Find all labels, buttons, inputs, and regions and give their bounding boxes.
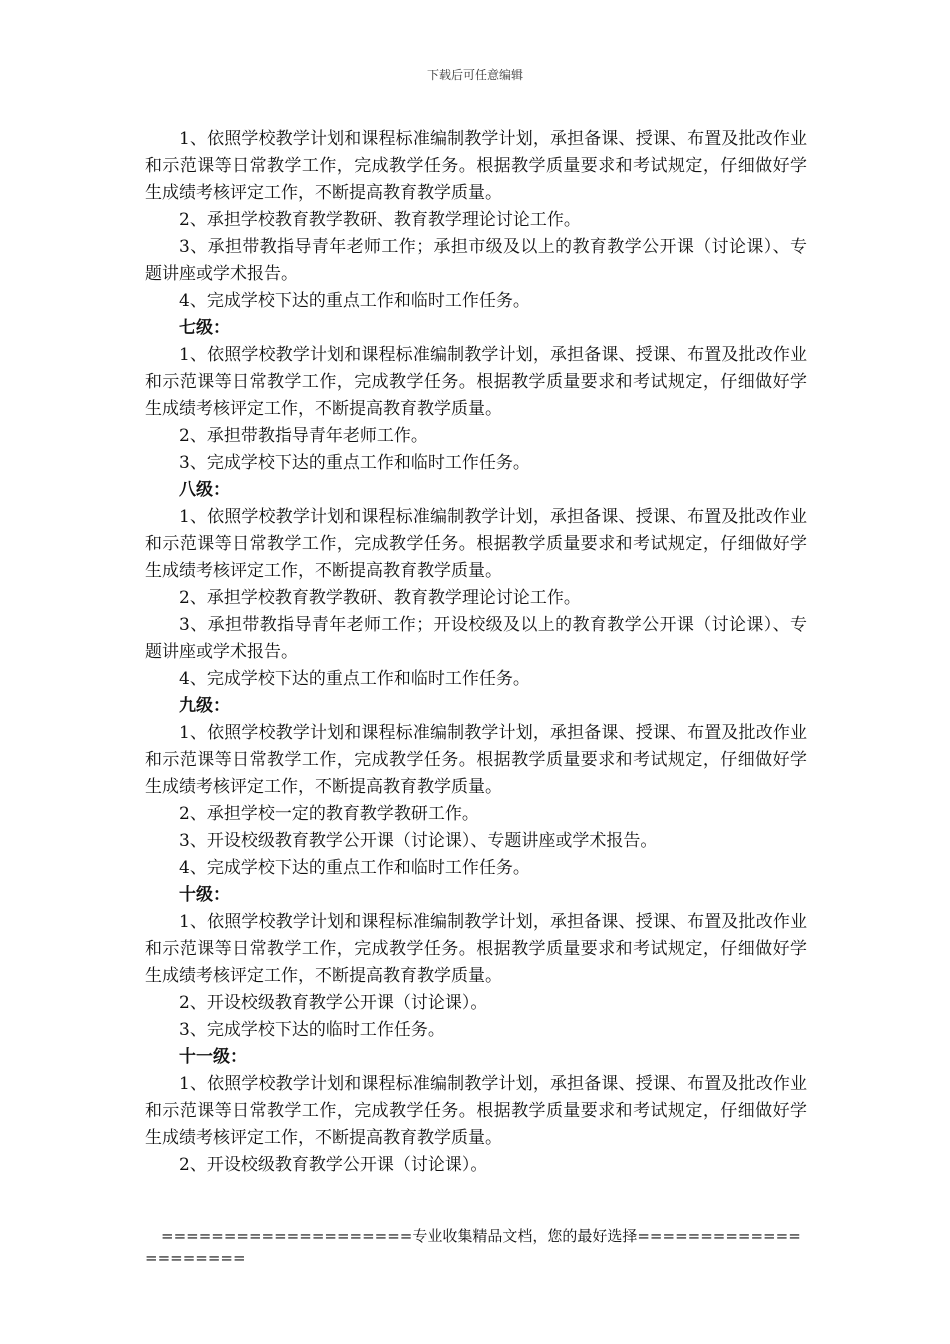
level-heading: 九级： [179,696,230,716]
paragraph: 3、承担带教指导青年老师工作；承担市级及以上的教育教学公开课（讨论课）、专题讲座或学术报告。 [145,237,807,284]
paragraph: 1、依照学校教学计划和课程标准编制教学计划，承担备课、授课、布置及批改作业和示范课等日常教学工作，完成教学任务。根据教学质量要求和考试规定，仔细做好学生成绩考核评定工作，不断提高教育教学质量。 [145,507,807,581]
paragraph: 3、完成学校下达的临时工作任务。 [179,1020,445,1040]
paragraph: 1、依照学校教学计划和课程标准编制教学计划，承担备课、授课、布置及批改作业和示范课等日常教学工作，完成教学任务。根据教学质量要求和考试规定，仔细做好学生成绩考核评定工作，不断提高教育教学质量。 [145,345,807,419]
paragraph: 1、依照学校教学计划和课程标准编制教学计划，承担备课、授课、布置及批改作业和示范课等日常教学工作，完成教学任务。根据教学质量要求和考试规定，仔细做好学生成绩考核评定工作，不断提高教育教学质量。 [145,1074,807,1148]
paragraph: 4、完成学校下达的重点工作和临时工作任务。 [179,858,530,878]
paragraph: 2、承担学校一定的教育教学教研工作。 [179,804,479,824]
paragraph: 1、依照学校教学计划和课程标准编制教学计划，承担备课、授课、布置及批改作业和示范课等日常教学工作，完成教学任务。根据教学质量要求和考试规定，仔细做好学生成绩考核评定工作，不断提高教育教学质量。 [145,129,807,203]
paragraph: 2、承担学校教育教学教研、教育教学理论讨论工作。 [179,210,581,230]
paragraph: 2、承担带教指导青年老师工作。 [179,426,428,446]
paragraph: 3、开设校级教育教学公开课（讨论课）、专题讲座或学术报告。 [179,831,658,851]
paragraph: 1、依照学校教学计划和课程标准编制教学计划，承担备课、授课、布置及批改作业和示范课等日常教学工作，完成教学任务。根据教学质量要求和考试规定，仔细做好学生成绩考核评定工作，不断提高教育教学质量。 [145,912,807,986]
level-heading: 八级： [179,480,230,500]
page-header: 下载后可任意编辑 [426,68,523,82]
paragraph: 1、依照学校教学计划和课程标准编制教学计划，承担备课、授课、布置及批改作业和示范课等日常教学工作，完成教学任务。根据教学质量要求和考试规定，仔细做好学生成绩考核评定工作，不断提高教育教学质量。 [145,723,807,797]
level-heading: 十级： [179,885,230,905]
paragraph: 2、开设校级教育教学公开课（讨论课）。 [179,1155,488,1175]
paragraph: 2、承担学校教育教学教研、教育教学理论讨论工作。 [179,588,581,608]
paragraph: 3、完成学校下达的重点工作和临时工作任务。 [179,453,530,473]
page-footer: ====================专业收集精品文档，您的最好选择===================== [145,1227,801,1267]
paragraph: 3、承担带教指导青年老师工作；开设校级及以上的教育教学公开课（讨论课）、专题讲座或学术报告。 [145,615,807,662]
level-heading: 七级： [179,318,230,338]
paragraph: 4、完成学校下达的重点工作和临时工作任务。 [179,669,530,689]
paragraph: 4、完成学校下达的重点工作和临时工作任务。 [179,291,530,311]
paragraph: 2、开设校级教育教学公开课（讨论课）。 [179,993,488,1013]
document-body [145,126,807,1179]
level-heading: 十一级： [179,1047,247,1067]
